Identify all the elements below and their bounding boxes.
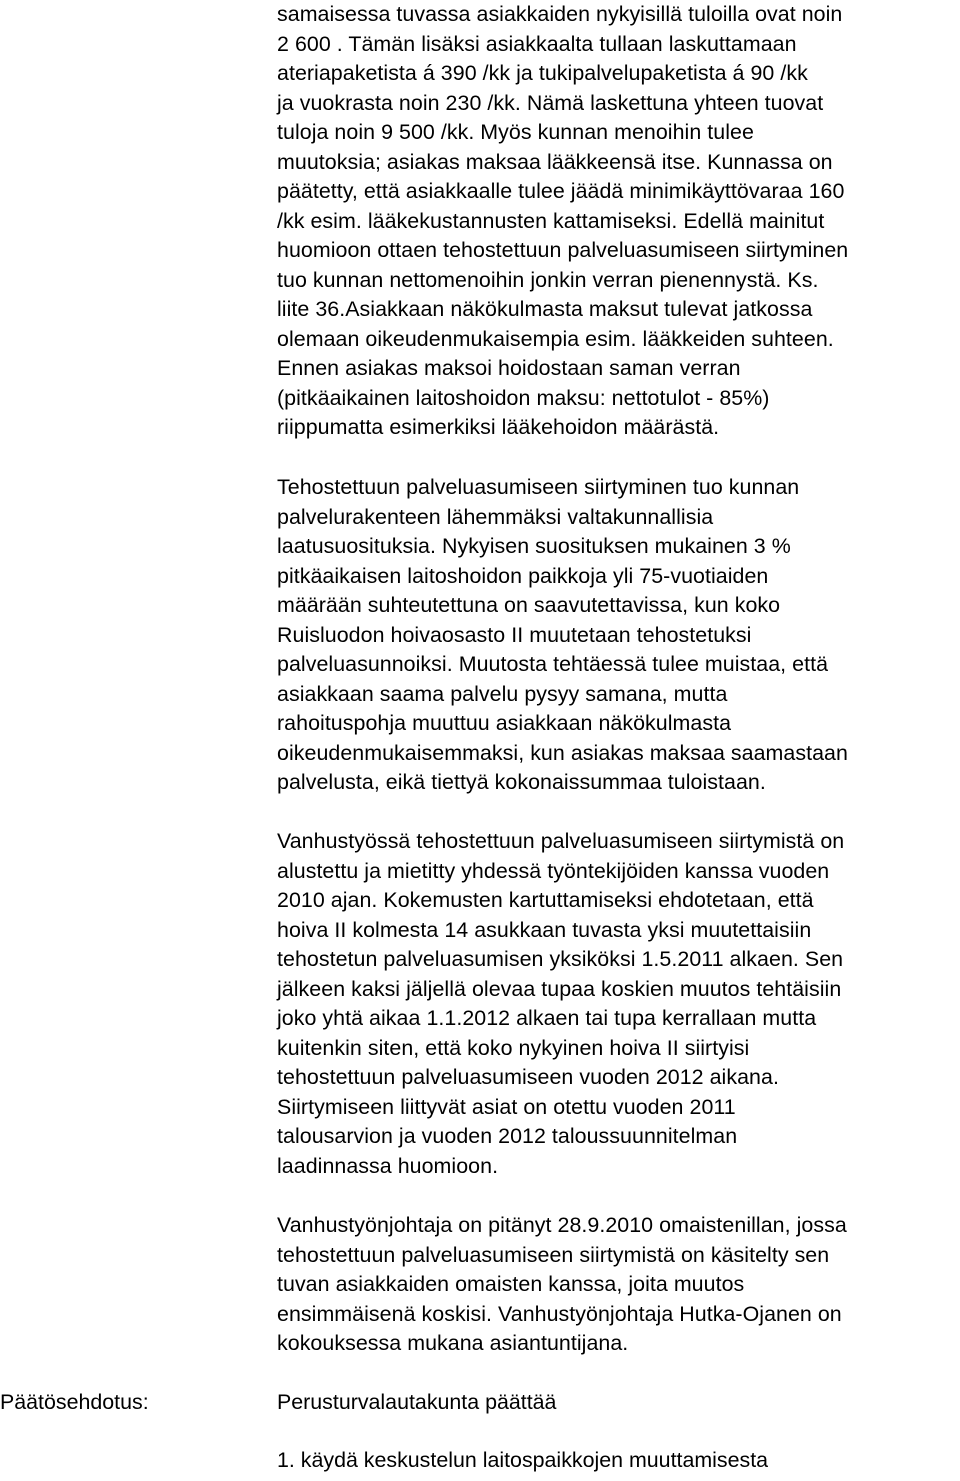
- proposal-text: Perusturvalautakunta päättää: [277, 1390, 557, 1414]
- paragraph-service-structure: Tehostettuun palveluasumiseen siirtyminen tuo kunnan palvelurakenteen lähemmäksi valtakunnallisia laatusuosituksia. Nykyisen suosituksen mukainen 3 % pitkäaikaisen laitoshoidon paikkoja yli 75-vuotiaiden määrään suhteutettuna on saavutettavissa, kun koko Ruisluodon hoivaosasto II muutetaan tehostetuksi palveluasunnoiksi. Muutosta tehtäessä tulee muistaa, että asiakkaan saama palvelu pysyy samana, mutta rahoituspohja muuttuu asiakkaan näkökulmasta oikeudenmukaisemmaksi, kun asiakas maksaa saamastaan palvelusta, eikä tiettyä kokonaissummaa tuloistaan.: [277, 475, 848, 794]
- paragraph-costs: samaisessa tuvassa asiakkaiden nykyisillä tuloilla ovat noin 2 600 . Tämän lisäksi asiakkaalta tullaan laskuttamaan ateriapaketista á 390 /kk ja tukipalvelupaketista á 90 /kk ja vuokrasta noin 230 /kk. Nämä laskettuna yhteen tuovat tuloja noin 9 500 /kk. Myös kunnan menoihin tulee muutoksia; asiakas maksaa lääkkeensä itse. Kunnassa on päätetty, että asiakkaalle tulee jäädä minimikäyttövaraa 160 /kk esim. lääkekustannusten kattamiseksi. Edellä mainitut huomioon ottaen tehostettuun palveluasumiseen siirtyminen tuo kunnan nettomenoihin jonkin verran pienennystä. Ks. liite 36.Asiakkaan näkökulmasta maksut tulevat jatkossa olemaan oikeudenmukaisempia esim. lääkkeiden suhteen. Ennen asiakas maksoi hoidostaan saman verran (pitkäaikainen laitoshoidon maksu: nettotulot - 85%) riippumatta esimerkiksi lääkehoidon määrästä.: [277, 2, 849, 439]
- proposal-label: Päätösehdotus:: [0, 1390, 149, 1414]
- paragraph-transition-plan: Vanhustyössä tehostettuun palveluasumiseen siirtymistä on alustettu ja mietitty yhdessä työntekijöiden kanssa vuoden 2010 ajan. Kokemusten kartuttamiseksi ehdotetaan, että hoiva II kolmesta 14 asukkaan tuvasta yksi muutettaisiin tehostetun palveluasumisen yksiköksi 1.5.2011 alkaen. Sen jälkeen kaksi jäljellä olevaa tupaa koskien muutos tehtäisiin joko yhtä aikaa 1.1.2012 alkaen tai tupa kerrallaan mutta kuitenkin siten, että koko nykyinen hoiva II siirtyisi tehostettuun palveluasumiseen vuoden 2012 aikana. Siirtymiseen liittyvät asiat on otettu vuoden 2011 talousarvion ja vuoden 2012 taloussuunnitelman laadinnassa huomioon.: [277, 829, 845, 1178]
- proposal-list-item: 1. käydä keskustelun laitospaikkojen muuttamisesta: [277, 1448, 769, 1472]
- paragraph-relatives-evening: Vanhustyönjohtaja on pitänyt 28.9.2010 omaistenillan, jossa tehostettuun palveluasumiseen siirtymistä on käsitelty sen tuvan asiakkaiden omaisten kanssa, joita muutos ensimmäisenä koskisi. Vanhustyönjohtaja Hutka-Ojanen on kokouksessa mukana asiantuntijana.: [277, 1213, 847, 1355]
